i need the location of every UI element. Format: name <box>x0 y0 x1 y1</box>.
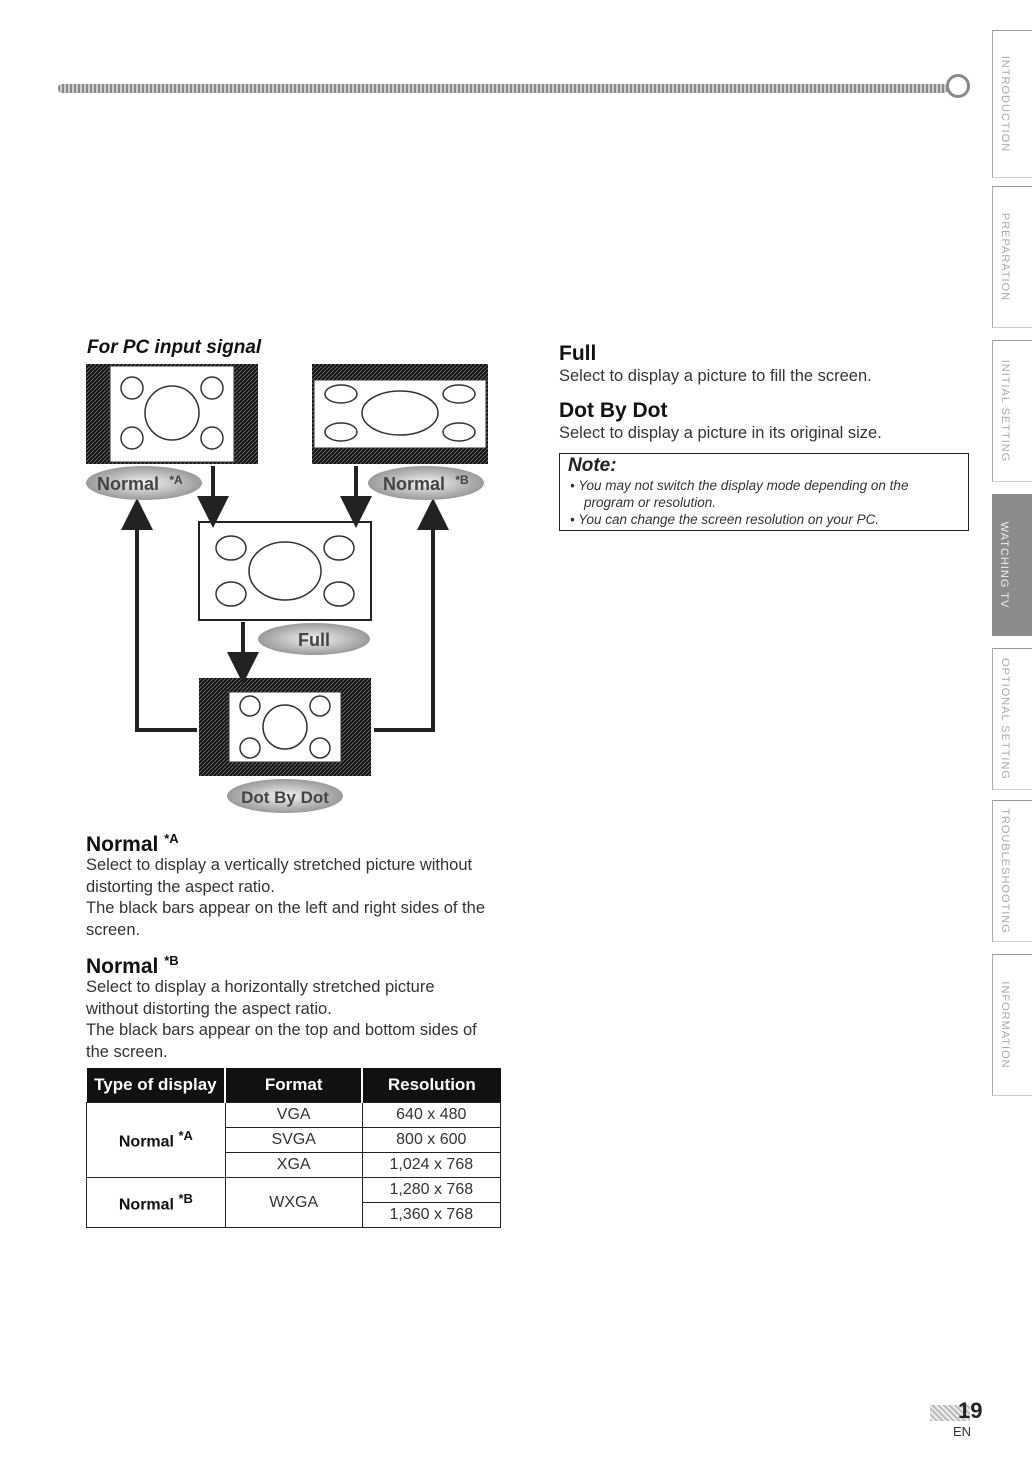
table-row <box>87 1178 501 1203</box>
side-tab-label: INTRODUCTION <box>999 55 1011 153</box>
col-resolution: Resolution <box>362 1068 500 1103</box>
col-type-of-display: Type of display <box>87 1068 226 1103</box>
note-line: • You may not switch the display mode depending on the <box>570 478 909 493</box>
row-label-normal-b: Normal $^{*B}$ <box>87 1178 226 1228</box>
table-header-row <box>87 1068 501 1103</box>
note-title: Note: <box>568 455 617 476</box>
label-dot-by-dot <box>227 779 343 813</box>
dot-by-dot-description: Select to display a picture in its original size. <box>559 424 882 442</box>
normal-b-description: Select to display a horizontally stretched picture without distorting the aspect ratio. The black bars appear on the top and bottom sides of the screen. <box>86 978 477 1061</box>
label-normal-a <box>86 466 202 500</box>
row-label-normal-a: Normal $^{*A}$ <box>87 1103 226 1178</box>
side-tab-optional-setting[interactable] <box>992 648 1032 790</box>
note-line: • You can change the screen resolution on your PC. <box>570 512 880 527</box>
side-tab-watching-tv[interactable] <box>992 494 1032 636</box>
note-line: program or resolution. <box>584 495 717 510</box>
full-description: Select to display a picture to fill the screen. <box>559 367 872 385</box>
header-rule <box>58 84 948 93</box>
side-tab-introduction[interactable] <box>992 30 1032 178</box>
resolution-table <box>86 1068 501 1228</box>
col-format: Format <box>225 1068 362 1103</box>
normal-a-description: Select to display a vertically stretched picture without distorting the aspect ratio. The black bars appear on the left and right sides of the screen. <box>86 856 485 939</box>
table-cell-format: XGA <box>225 1153 362 1178</box>
normal-b-heading: Normal $^{*B}$ <box>86 953 179 978</box>
table-cell-resolution: 1,280 x 768 <box>362 1178 500 1203</box>
label-full <box>258 623 370 655</box>
side-tab-information[interactable] <box>992 954 1032 1096</box>
side-tab-label: OPTIONAL SETTING <box>999 658 1011 780</box>
table-cell-format: VGA <box>225 1103 362 1128</box>
svg-text:Normal: Normal <box>96 474 160 494</box>
table-cell-resolution: 640 x 480 <box>362 1103 500 1128</box>
side-tab-label: PREPARATION <box>999 212 1011 302</box>
svg-text:Full: Full <box>298 630 330 650</box>
page-language: EN <box>953 1424 972 1439</box>
label-normal-b <box>368 466 484 500</box>
side-tab-label: TROUBLESHOOTING <box>999 808 1011 934</box>
normal-b-screen <box>312 364 488 464</box>
svg-text:*A: *A <box>169 473 183 487</box>
side-tab-initial-setting[interactable] <box>992 340 1032 482</box>
header-rule-circle <box>946 74 970 98</box>
table-cell-resolution: 1,024 x 768 <box>362 1153 500 1178</box>
table-cell-format: WXGA <box>225 1178 362 1228</box>
side-tab-label: INITIAL SETTING <box>999 359 1011 463</box>
side-tab-label: INFORMATION <box>999 981 1011 1069</box>
pc-input-subtitle: For PC input signal <box>87 337 262 358</box>
display-mode-diagram <box>86 362 506 822</box>
page-number: 19 <box>958 1398 983 1423</box>
svg-text:Dot By Dot: Dot By Dot <box>241 788 329 807</box>
table-cell-resolution: 800 x 600 <box>362 1128 500 1153</box>
dot-by-dot-heading: Dot By Dot <box>559 399 668 422</box>
table-cell-format: SVGA <box>225 1128 362 1153</box>
full-heading: Full <box>559 342 597 365</box>
dot-by-dot-screen <box>199 678 371 776</box>
side-tab-troubleshooting[interactable] <box>992 800 1032 942</box>
full-screen <box>199 522 371 620</box>
side-tab-preparation[interactable] <box>992 186 1032 328</box>
table-row <box>87 1103 501 1128</box>
svg-text:*B: *B <box>455 473 469 487</box>
svg-text:Normal: Normal <box>382 474 446 494</box>
normal-a-heading: Normal $^{*A}$ <box>86 831 179 856</box>
table-cell-resolution: 1,360 x 768 <box>362 1203 500 1228</box>
note-box <box>559 453 969 531</box>
normal-a-screen <box>86 364 258 464</box>
side-tab-label: WATCHING TV <box>998 521 1010 609</box>
